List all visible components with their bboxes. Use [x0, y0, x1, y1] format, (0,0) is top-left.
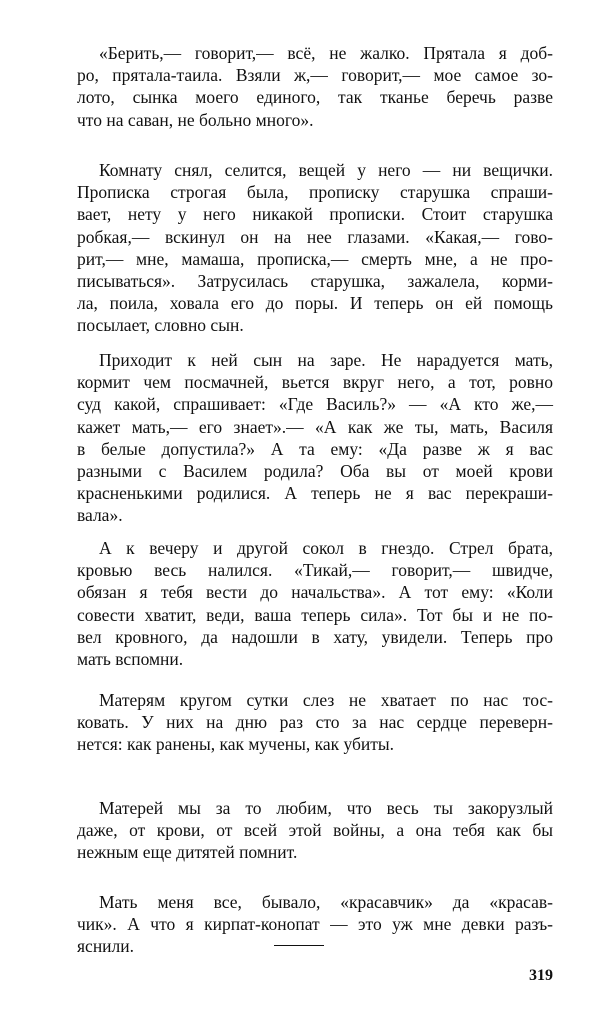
text-line: вала».: [77, 505, 123, 526]
text-line: нежным еще дитятей помнит.: [77, 842, 298, 863]
text-line: мать вспомни.: [77, 648, 184, 669]
text-line: нется: как ранены, как мучены, как убиты.: [77, 734, 395, 755]
text-line: робкая,— вскинул он на нее глазами. «Какая,— гово-: [77, 226, 553, 247]
paragraph: [77, 349, 553, 527]
text-line: посылает, словно сын.: [77, 315, 244, 336]
text-line: обязан я тебя вести до начальства». А тот ему: «Коли: [77, 582, 553, 603]
text-line: кормит чем посмачней, вьется вкруг него, а тот, ровно: [77, 372, 553, 393]
text-line: ро, прятала-таила. Взяли ж,— говорит,— мое самое зо-: [77, 65, 553, 86]
text-line: разными с Василем родила? Оба вы от моей крови: [77, 460, 553, 481]
paragraph: [77, 797, 553, 864]
text-line: рит,— мне, мамаша, прописка,— смерть мне, а не про-: [77, 248, 553, 269]
text-line: Комнату снял, селится, вещей у него — ни вещички.: [99, 160, 553, 180]
section-divider: [274, 945, 324, 946]
text-line: Мать меня все, бывало, «красавчик» да «красав-: [99, 892, 553, 912]
text-line: ла, поила, ховала его до поры. И теперь он ей помощь: [77, 293, 553, 314]
text-line: ковать. У них на дню раз сто за нас сердце переверн-: [77, 712, 553, 733]
text-line: Матерям кругом сутки слез не хватает по нас тос-: [99, 690, 553, 710]
text-line: Прописка строгая была, прописку старушка спраши-: [77, 182, 553, 203]
text-line: красненькими родилися. А теперь не я вас перекраши-: [77, 483, 553, 504]
text-line: вает, нету у него никакой прописки. Стоит старушка: [77, 204, 553, 225]
text-line: в белые допустила?» А та ему: «Да разве ж я вас: [77, 438, 553, 459]
text-line: лото, сынка моего единого, так тканье беречь разве: [77, 87, 553, 108]
paragraph: [77, 891, 553, 958]
text-line: Матерей мы за то любим, что весь ты закорузлый: [99, 798, 553, 818]
text-line: даже, от крови, от всей этой войны, а она тебя как бы: [77, 820, 553, 841]
text-line: писываться». Затрусилась старушка, зажалела, корми-: [77, 270, 553, 291]
text-line: что на саван, не больно много».: [77, 109, 314, 130]
text-line: кровью весь налился. «Тикай,— говорит,— швидче,: [77, 560, 553, 581]
text-line: чик». А что я кирпат-конопат — это уж мне девки разъ-: [77, 914, 553, 935]
paragraph: [77, 537, 553, 670]
text-line: А к вечеру и другой сокол в гнездо. Стрел брата,: [99, 538, 553, 558]
paragraph: [77, 159, 553, 337]
text-line: суд какой, спрашивает: «Где Василь?» — «А кто же,—: [77, 394, 553, 415]
text-line: вел кровного, да надошли в хату, увидели. Теперь про: [77, 626, 553, 647]
paragraph: [77, 42, 553, 131]
text-line: кажет мать,— его знает».— «А как же ты, мать, Василя: [77, 416, 553, 437]
text-line: Приходит к ней сын на заре. Не нарадуется мать,: [99, 350, 553, 370]
text-line: «Берить,— говорит,— всё, не жалко. Прятала я доб-: [99, 43, 553, 63]
paragraph: [77, 689, 553, 756]
page-number: 319: [529, 967, 553, 984]
text-line: совести хватит, веди, ваша теперь сила». Тот бы и не по-: [77, 604, 553, 625]
text-line: яснили.: [77, 936, 135, 957]
